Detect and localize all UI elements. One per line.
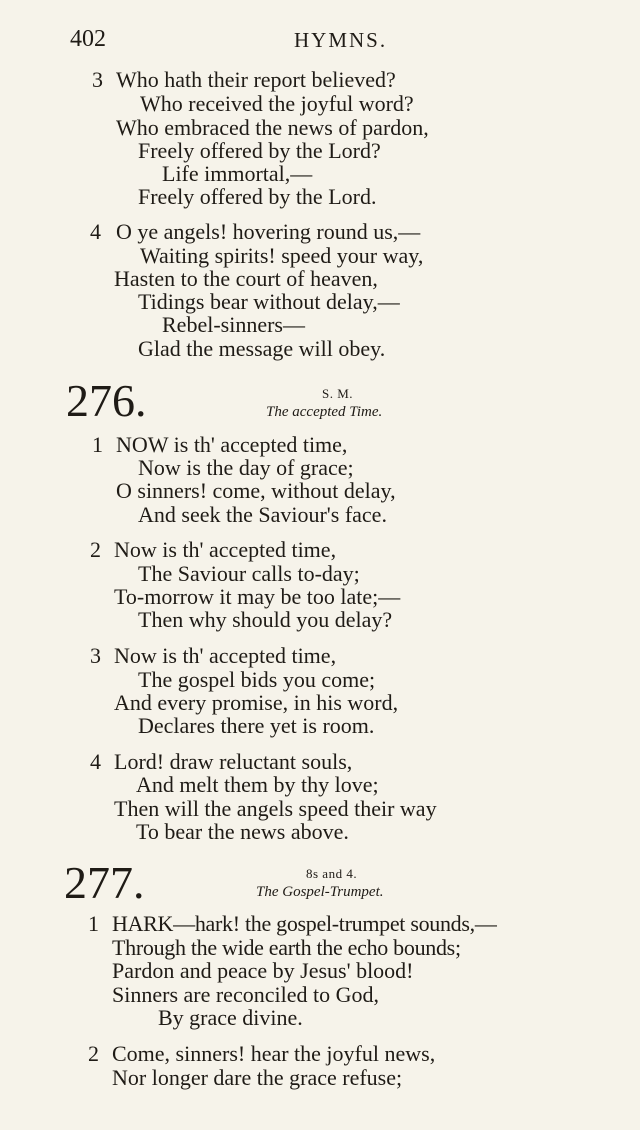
hymn-line: Come, sinners! hear the joyful news, <box>112 1041 436 1066</box>
hymn-line: And seek the Saviour's face. <box>138 502 387 527</box>
hymn-line: HARK—hark! the gospel-trumpet sounds,— <box>112 911 497 936</box>
hymn-number: 277. <box>64 857 145 908</box>
hymn-line: Waiting spirits! speed your way, <box>140 243 424 268</box>
hymn-line: Freely offered by the Lord? <box>138 138 381 163</box>
hymn-line: To-morrow it may be too late;— <box>114 584 401 609</box>
hymn-line: Declares there yet is room. <box>138 713 375 738</box>
stanza-number: 4 <box>90 219 101 244</box>
hymn-title: The accepted Time. <box>266 404 383 420</box>
hymn-line: Nor longer dare the grace refuse; <box>112 1065 403 1090</box>
hymn-line: Hasten to the court of heaven, <box>114 266 378 291</box>
stanza-number: 1 <box>88 911 99 936</box>
hymn-line: Now is th' accepted time, <box>114 537 337 562</box>
hymn-line: Life immortal,— <box>162 161 313 186</box>
hymn-line: Who received the joyful word? <box>140 91 414 116</box>
stanza-number: 1 <box>92 432 103 457</box>
hymn-meter: S. M. <box>322 386 354 401</box>
hymn-title: The Gospel-Trumpet. <box>256 884 384 900</box>
stanza-number: 4 <box>90 749 101 774</box>
hymn-line: The gospel bids you come; <box>138 667 376 692</box>
hymn-line: By grace divine. <box>158 1005 303 1030</box>
hymn-line: NOW is th' accepted time, <box>116 432 348 457</box>
hymn-line: The Saviour calls to-day; <box>138 561 360 586</box>
hymn-line: To bear the news above. <box>136 819 349 844</box>
hymn-line: O sinners! come, without delay, <box>116 478 396 503</box>
hymn-line: Through the wide earth the echo bounds; <box>112 935 461 960</box>
page-number: 402 <box>70 26 106 52</box>
running-head <box>0 26 640 56</box>
hymn-line: Now is the day of grace; <box>138 455 354 480</box>
stanza-number: 3 <box>90 643 101 668</box>
hymn-line: Who hath their report believed? <box>116 67 396 92</box>
stanza-number: 3 <box>92 67 103 92</box>
hymn-line: Glad the message will obey. <box>138 336 386 361</box>
hymn-meter: 8s and 4. <box>306 866 358 881</box>
hymn-line: Rebel-sinners— <box>162 312 305 337</box>
hymn-line: O ye angels! hovering round us,— <box>116 219 421 244</box>
hymn-line: Lord! draw reluctant souls, <box>114 749 353 774</box>
hymn-line: Sinners are reconciled to God, <box>112 982 379 1007</box>
stanza-number: 2 <box>88 1041 99 1066</box>
hymn-number: 276. <box>66 375 147 426</box>
hymn-line: Then will the angels speed their way <box>114 796 437 821</box>
hymn-line: And every promise, in his word, <box>114 690 399 715</box>
stanza-number: 2 <box>90 537 101 562</box>
hymn-line: Pardon and peace by Jesus' blood! <box>112 958 414 983</box>
running-title: HYMNS. <box>294 28 388 52</box>
hymn-line: And melt them by thy love; <box>136 772 379 797</box>
hymn-line: Who embraced the news of pardon, <box>116 115 429 140</box>
hymn-line: Tidings bear without delay,— <box>138 289 400 314</box>
hymn-line: Now is th' accepted time, <box>114 643 337 668</box>
hymn-line: Then why should you delay? <box>138 607 393 632</box>
hymn-line: Freely offered by the Lord. <box>138 184 377 209</box>
